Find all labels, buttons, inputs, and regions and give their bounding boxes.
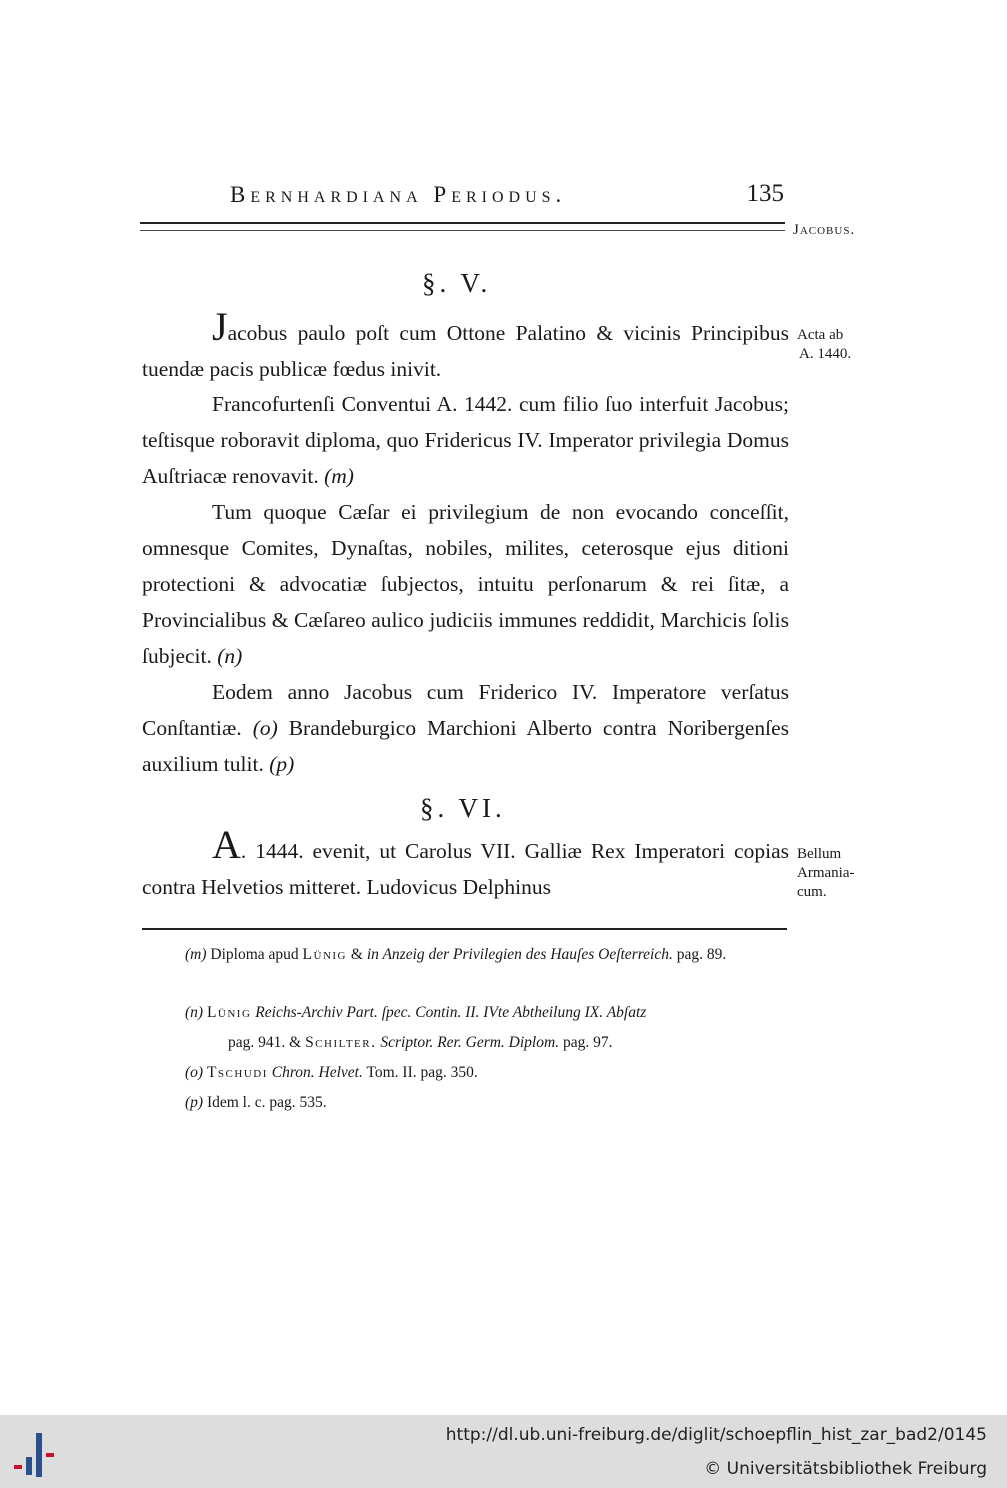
footnote-text: Idem l. c. pag. 535. — [206, 1094, 327, 1111]
paragraph-1 — [142, 304, 789, 387]
footnote-n — [185, 998, 790, 1027]
footnote-text: pag. 97. — [562, 1034, 613, 1051]
footnote-o — [185, 1058, 790, 1087]
paragraph-text: Brandeburgico Marchioni Alberto contra Noribergenſes auxilium tulit. — [142, 716, 789, 776]
library-logo-icon — [12, 1427, 64, 1479]
running-head — [140, 178, 790, 214]
footnote-rule — [142, 928, 787, 933]
footnote-author: Lünig — [206, 1004, 252, 1021]
marginal-line: cum. — [797, 884, 827, 900]
marginal-line: Acta ab — [797, 327, 844, 343]
running-title: Bernhardiana Periodus. — [230, 182, 567, 207]
footnote-text: pag. 941. & — [228, 1034, 302, 1051]
marginal-line: A. 1440. — [799, 346, 852, 362]
footnote-author: Lünig — [302, 946, 347, 963]
footnote-title: Scriptor. Rer. Germ. Diplom. — [380, 1034, 560, 1051]
footer-bar — [0, 1415, 1007, 1488]
footnote-text: Diploma apud — [210, 946, 299, 963]
paragraph-4 — [142, 674, 789, 782]
footnote-mark: (n) — [185, 1004, 204, 1021]
page-number: 135 — [746, 180, 784, 207]
footnote-mark: (o) — [185, 1064, 204, 1081]
footnote-text: & — [350, 946, 363, 963]
marginal-line: Armania- — [797, 865, 855, 881]
section-mark-v: §. V. — [422, 268, 492, 298]
footnote-m — [185, 940, 790, 969]
footnote-title: in Anzeig der Privilegien des Hauſes Oeſterreich. — [366, 946, 673, 963]
note-ref: (p) — [269, 752, 295, 776]
note-ref: (n) — [217, 644, 243, 668]
paragraph-text: acobus paulo poſt cum Ottone Palatino & vicinis Principibus tuendæ pacis publicæ fœdus inivit. — [142, 321, 789, 381]
footnote-text: pag. 89. — [676, 946, 727, 963]
note-ref: (m) — [324, 464, 354, 488]
footnote-title: Reichs-Archiv Part. ſpec. Contin. II. IVte Abtheilung IX. Abſatz — [255, 1004, 647, 1021]
margin-head: Jacobus. — [793, 222, 856, 238]
copyright-notice: © Universitätsbibliothek Freiburg — [704, 1459, 987, 1479]
section-mark-vi: §. VI. — [420, 793, 506, 823]
paragraph-5 — [142, 822, 789, 905]
paragraph-3 — [142, 494, 789, 674]
paragraph-text: Tum quoque Cæſar ei privilegium de non evocando conceſſit, omnesque Comites, Dynaſtas, nobiles, milites, ceterosque ejus ditioni protectioni & advocatiæ ſubjectos, intuitu perſonarum & rei ſitæ, a Provincialibus & Cæſareo aulico judiciis immunes reddidit, Marchicis ſolis ſubjecit. — [142, 500, 789, 668]
initial-letter: A — [212, 822, 241, 867]
paragraph-text: Francofurtenſi Conventui A. 1442. cum filio ſuo interfuit Jacobus; teſtisque roboravit diploma, quo Fridericus IV. Imperator privilegia Domus Auſtriacæ renovavit. — [142, 392, 789, 488]
paragraph-text: Eodem anno Jacobus cum Friderico IV. Imperatore verſatus Conſtantiæ. — [142, 680, 789, 740]
footnote-mark: (p) — [185, 1094, 204, 1111]
marginal-note — [797, 326, 877, 364]
note-ref: (o) — [252, 716, 278, 740]
footnote-mark: (m) — [185, 946, 207, 963]
footnote-title: Chron. Helvet. — [271, 1064, 363, 1081]
paragraph-text: . 1444. evenit, ut Carolus VII. Galliæ Rex Imperatori copias contra Helvetios mitteret. Ludovicus Delphinus — [142, 839, 789, 899]
marginal-line: Bellum — [797, 846, 842, 862]
footnote-p — [185, 1088, 790, 1117]
footnote-text: Tom. II. pag. 350. — [366, 1064, 478, 1081]
footnote-author: Schilter. — [305, 1034, 377, 1051]
footnote-n-continued — [228, 1028, 612, 1057]
source-url[interactable]: http://dl.ub.uni-freiburg.de/diglit/schoepflin_hist_zar_bad2/0145 — [445, 1425, 987, 1445]
marginal-note — [797, 845, 877, 902]
header-rule — [140, 222, 785, 231]
footnote-author: Tschudi — [206, 1064, 268, 1081]
initial-letter: J — [212, 304, 228, 349]
paragraph-2 — [142, 386, 789, 494]
